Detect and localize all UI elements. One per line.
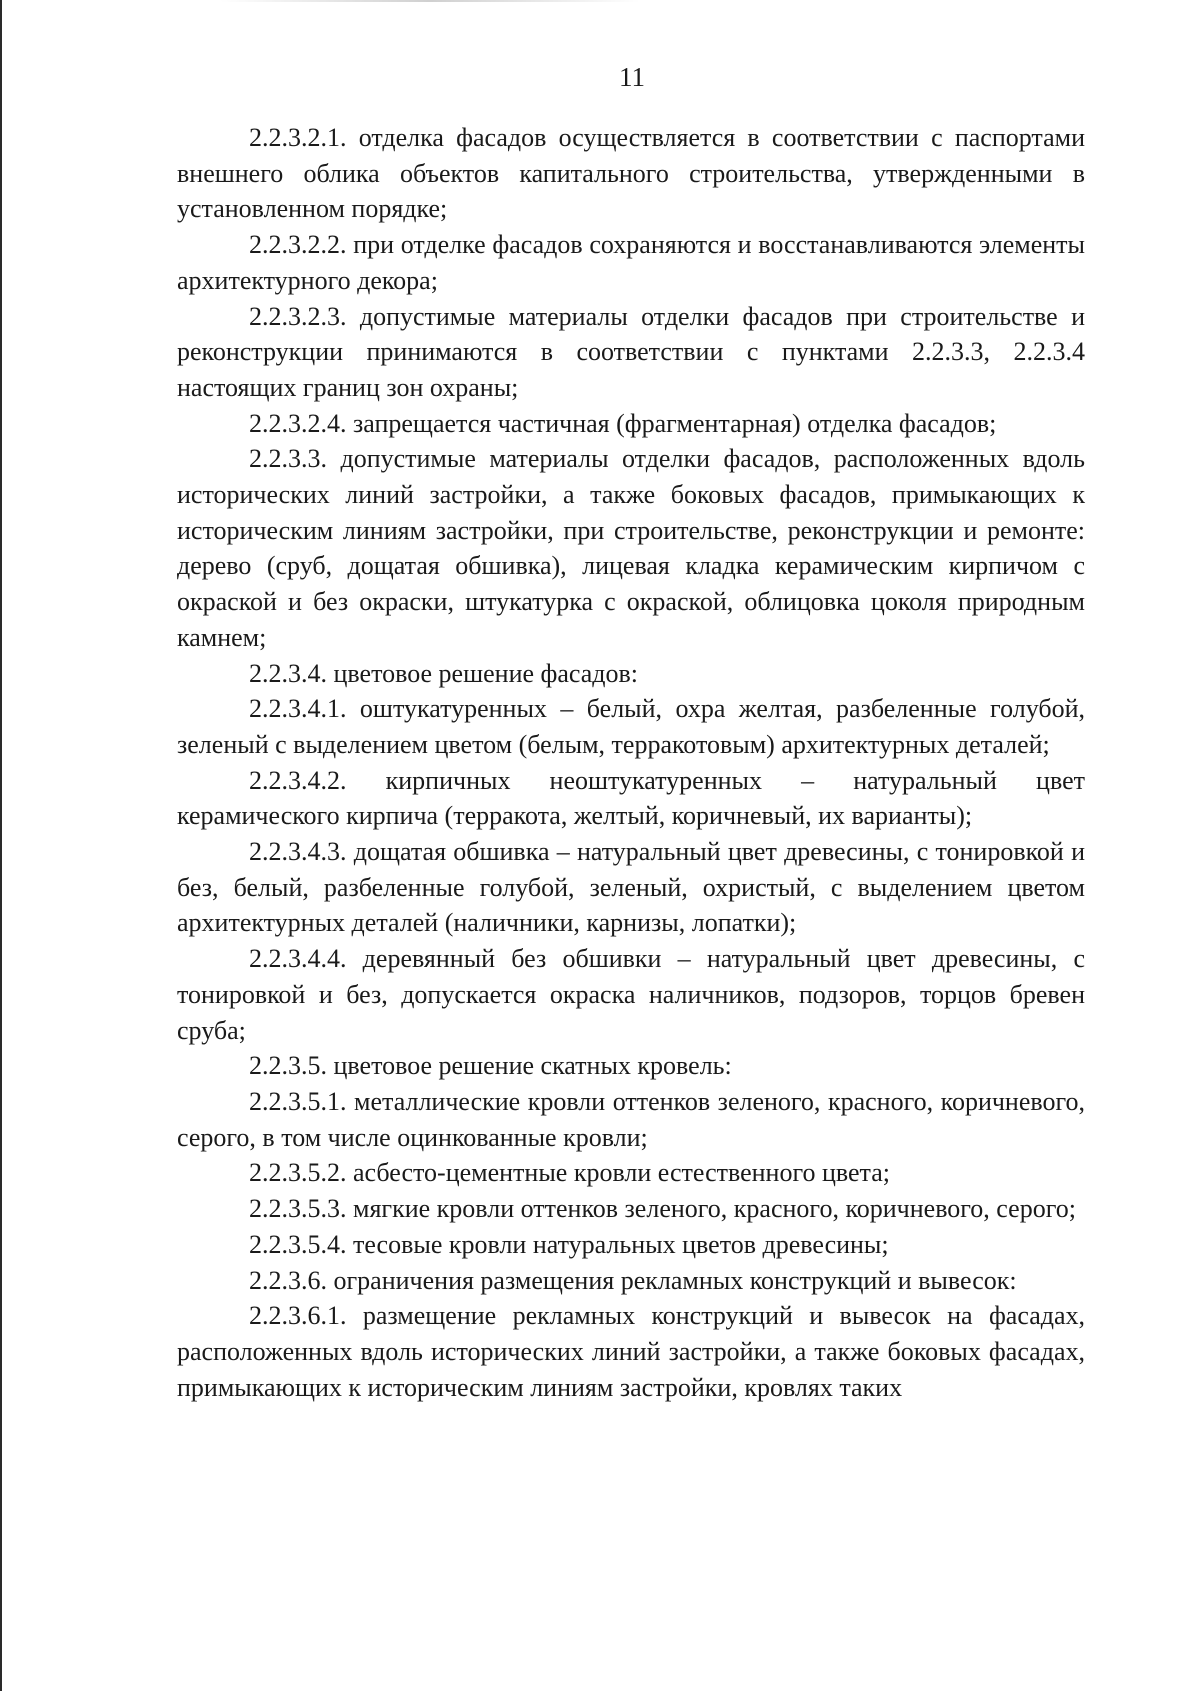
paragraph-2-2-3-6-1: 2.2.3.6.1. размещение рекламных конструкций и вывесок на фасадах, расположенных вдоль исторических линий застройки, а также боковых фасадах, примыкающих к историческим линиям застройки, кровлях таких <box>177 1301 1085 1402</box>
paragraph-2-2-3-4: 2.2.3.4. цветовое решение фасадов: <box>249 658 639 688</box>
scan-top-smudge <box>220 0 640 2</box>
paragraph-2-2-3-5-4: 2.2.3.5.4. тесовые кровли натуральных цветов древесины; <box>249 1229 889 1259</box>
paragraph-2-2-3-6: 2.2.3.6. ограничения размещения рекламных конструкций и вывесок: <box>249 1265 1017 1295</box>
paragraph-2-2-3-5-3: 2.2.3.5.3. мягкие кровли оттенков зеленого, красного, коричневого, серого; <box>249 1194 1076 1224</box>
paragraph-2-2-3-5-1: 2.2.3.5.1. металлические кровли оттенков зеленого, красного, коричневого, серого, в том числе оцинкованные кровли; <box>177 1086 1085 1152</box>
paragraph-2-2-3-2-3: 2.2.3.2.3. допустимые материалы отделки фасадов при строительстве и реконструкции принимаются в соответствии с пунктами 2.2.3.3, 2.2.3.4 настоящих границ зон охраны; <box>177 301 1085 402</box>
paragraph-2-2-3-3: 2.2.3.3. допустимые материалы отделки фасадов, расположенных вдоль исторических линий застройки, а также боковых фасадов, примыкающих к историческим линиям застройки, при строительстве, реконструкции и ремонте: дерево (сруб, дощатая обшивка), лицевая кладка керамическим кирпичом с окраской и без окраски, штукатурка с окраской, облицовка цоколя природным камнем; <box>177 444 1085 652</box>
paragraph-2-2-3-4-1: 2.2.3.4.1. оштукатуренных – белый, охра желтая, разбеленные голубой, зеленый с выделением цветом (белым, терракотовым) архитектурных деталей; <box>177 694 1085 759</box>
scan-left-edge <box>0 0 2 1691</box>
paragraph-2-2-3-5: 2.2.3.5. цветовое решение скатных кровель: <box>249 1051 732 1081</box>
paragraph-2-2-3-2-2: 2.2.3.2.2. при отделке фасадов сохраняются и восстанавливаются элементы архитектурного декора; <box>177 230 1085 295</box>
page-number: 11 <box>619 62 645 92</box>
paragraph-2-2-3-4-3: 2.2.3.4.3. дощатая обшивка – натуральный цвет древесины, с тонировкой и без, белый, разбеленные голубой, зеленый, охристый, с выделением цветом архитектурных деталей (наличники, карнизы, лопатки); <box>177 837 1085 938</box>
paragraph-2-2-3-2-4: 2.2.3.2.4. запрещается частичная (фрагментарная) отделка фасадов; <box>249 408 997 438</box>
paragraph-2-2-3-2-1: 2.2.3.2.1. отделка фасадов осуществляется в соответствии с паспортами внешнего облика объектов капитального строительства, утвержденными в установленном порядке; <box>177 123 1085 224</box>
document-body <box>177 120 1085 1405</box>
paragraph-2-2-3-5-2: 2.2.3.5.2. асбесто-цементные кровли естественного цвета; <box>249 1158 890 1188</box>
paragraph-2-2-3-4-4: 2.2.3.4.4. деревянный без обшивки – натуральный цвет древесины, с тонировкой и без, допускается окраска наличников, подзоров, торцов бревен сруба; <box>177 944 1085 1045</box>
paragraph-2-2-3-4-2: 2.2.3.4.2. кирпичных неоштукатуренных – натуральный цвет керамического кирпича (терракота, желтый, коричневый, их варианты); <box>177 765 1085 831</box>
